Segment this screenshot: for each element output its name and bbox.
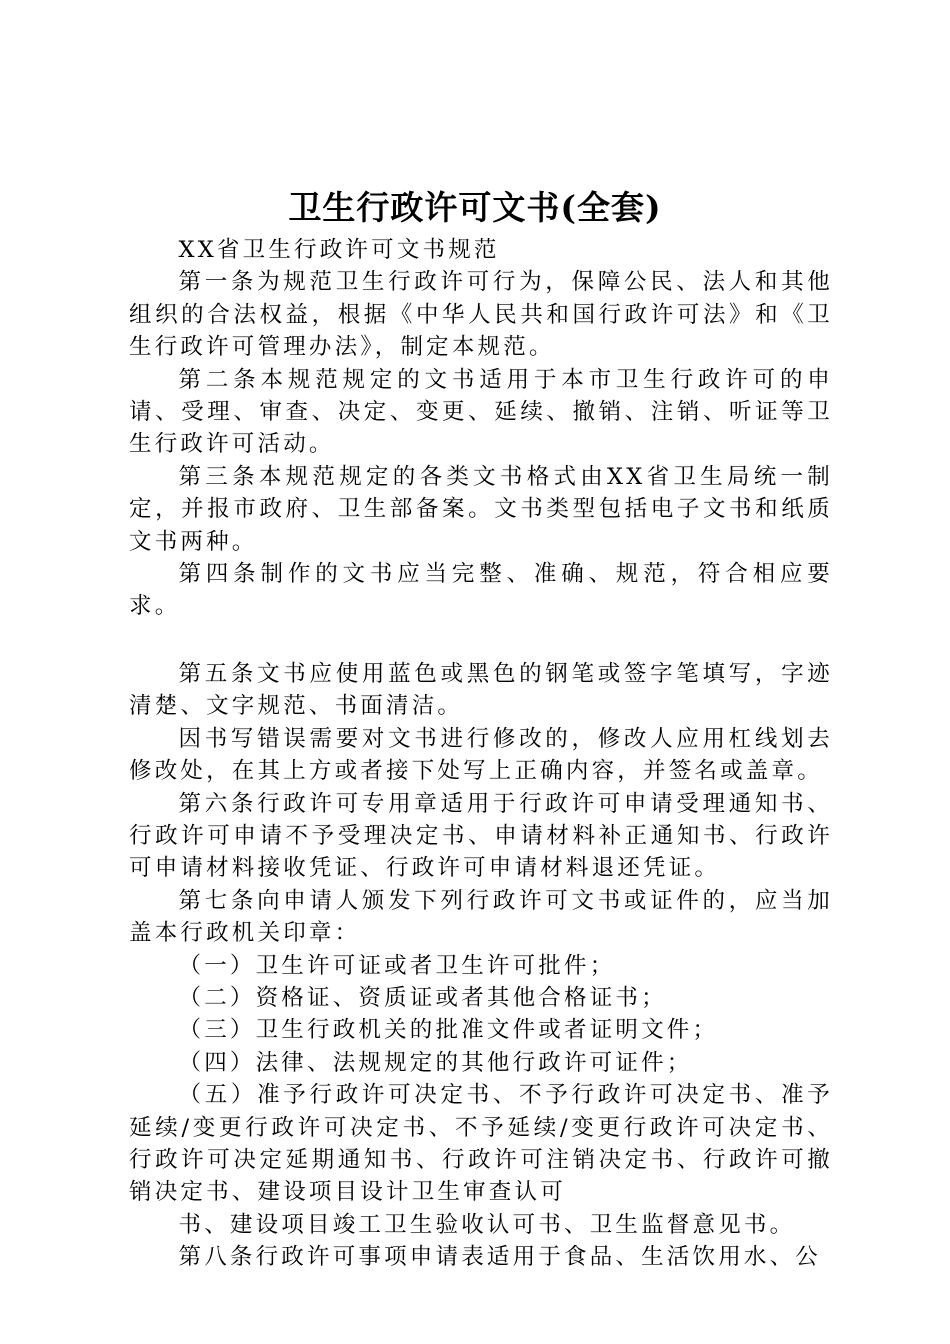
paragraph-article-5: 第五条文书应使用蓝色或黑色的钢笔或签字笔填写，字迹清楚、文字规范、书面清洁。 bbox=[129, 660, 833, 720]
paragraph-article-1: 第一条为规范卫生行政许可行为，保障公民、法人和其他组织的合法权益，根据《中华人民共和国行政许可法》和《卫生行政许可管理办法》，制定本规范。 bbox=[129, 269, 833, 361]
list-item-5: （五）准予行政许可决定书、不予行政许可决定书、准予延续/变更行政许可决定书、不予延续/变更行政许可决定书、行政许可决定延期通知书、行政许可注销决定书、行政许可撤销决定书、建设项目设计卫生审查认可 bbox=[129, 1082, 833, 1206]
paragraph-continuation: 书、建设项目竣工卫生验收认可书、卫生监督意见书。 bbox=[178, 1211, 796, 1238]
list-item-4: （四）法律、法规规定的其他行政许可证件； bbox=[178, 1049, 693, 1076]
paragraph-article-7: 第七条向申请人颁发下列行政许可文书或证件的，应当加盖本行政机关印章： bbox=[129, 887, 833, 947]
paragraph-article-2: 第二条本规范规定的文书适用于本市卫生行政许可的申请、受理、审查、决定、变更、延续、撤销、注销、听证等卫生行政许可活动。 bbox=[129, 366, 833, 458]
list-item-2: （二）资格证、资质证或者其他合格证书； bbox=[178, 984, 667, 1011]
document-title: 卫生行政许可文书(全套) bbox=[288, 188, 662, 227]
document-body bbox=[129, 234, 833, 1274]
paragraph-heading: XX省卫生行政许可文书规范 bbox=[178, 237, 500, 263]
paragraph-article-4: 第四条制作的文书应当完整、准确、规范，符合相应要求。 bbox=[129, 561, 833, 620]
paragraph-article-3: 第三条本规范规定的各类文书格式由XX省卫生局统一制定，并报市政府、卫生部备案。文书类型包括电子文书和纸质文书两种。 bbox=[129, 463, 833, 555]
list-item-3: （三）卫生行政机关的批准文件或者证明文件； bbox=[178, 1017, 719, 1044]
paragraph-correction-note: 因书写错误需要对文书进行修改的，修改人应用杠线划去修改处，在其上方或者接下处写上正确内容，并签名或盖章。 bbox=[129, 725, 833, 785]
paragraph-article-8: 第八条行政许可事项申请表适用于食品、生活饮用水、公 bbox=[178, 1244, 822, 1271]
list-item-1: （一）卫生许可证或者卫生许可批件； bbox=[178, 952, 616, 979]
paragraph-article-6: 第六条行政许可专用章适用于行政许可申请受理通知书、行政许可申请不予受理决定书、申请材料补正通知书、行政许可申请材料接收凭证、行政许可申请材料退还凭证。 bbox=[129, 790, 833, 882]
